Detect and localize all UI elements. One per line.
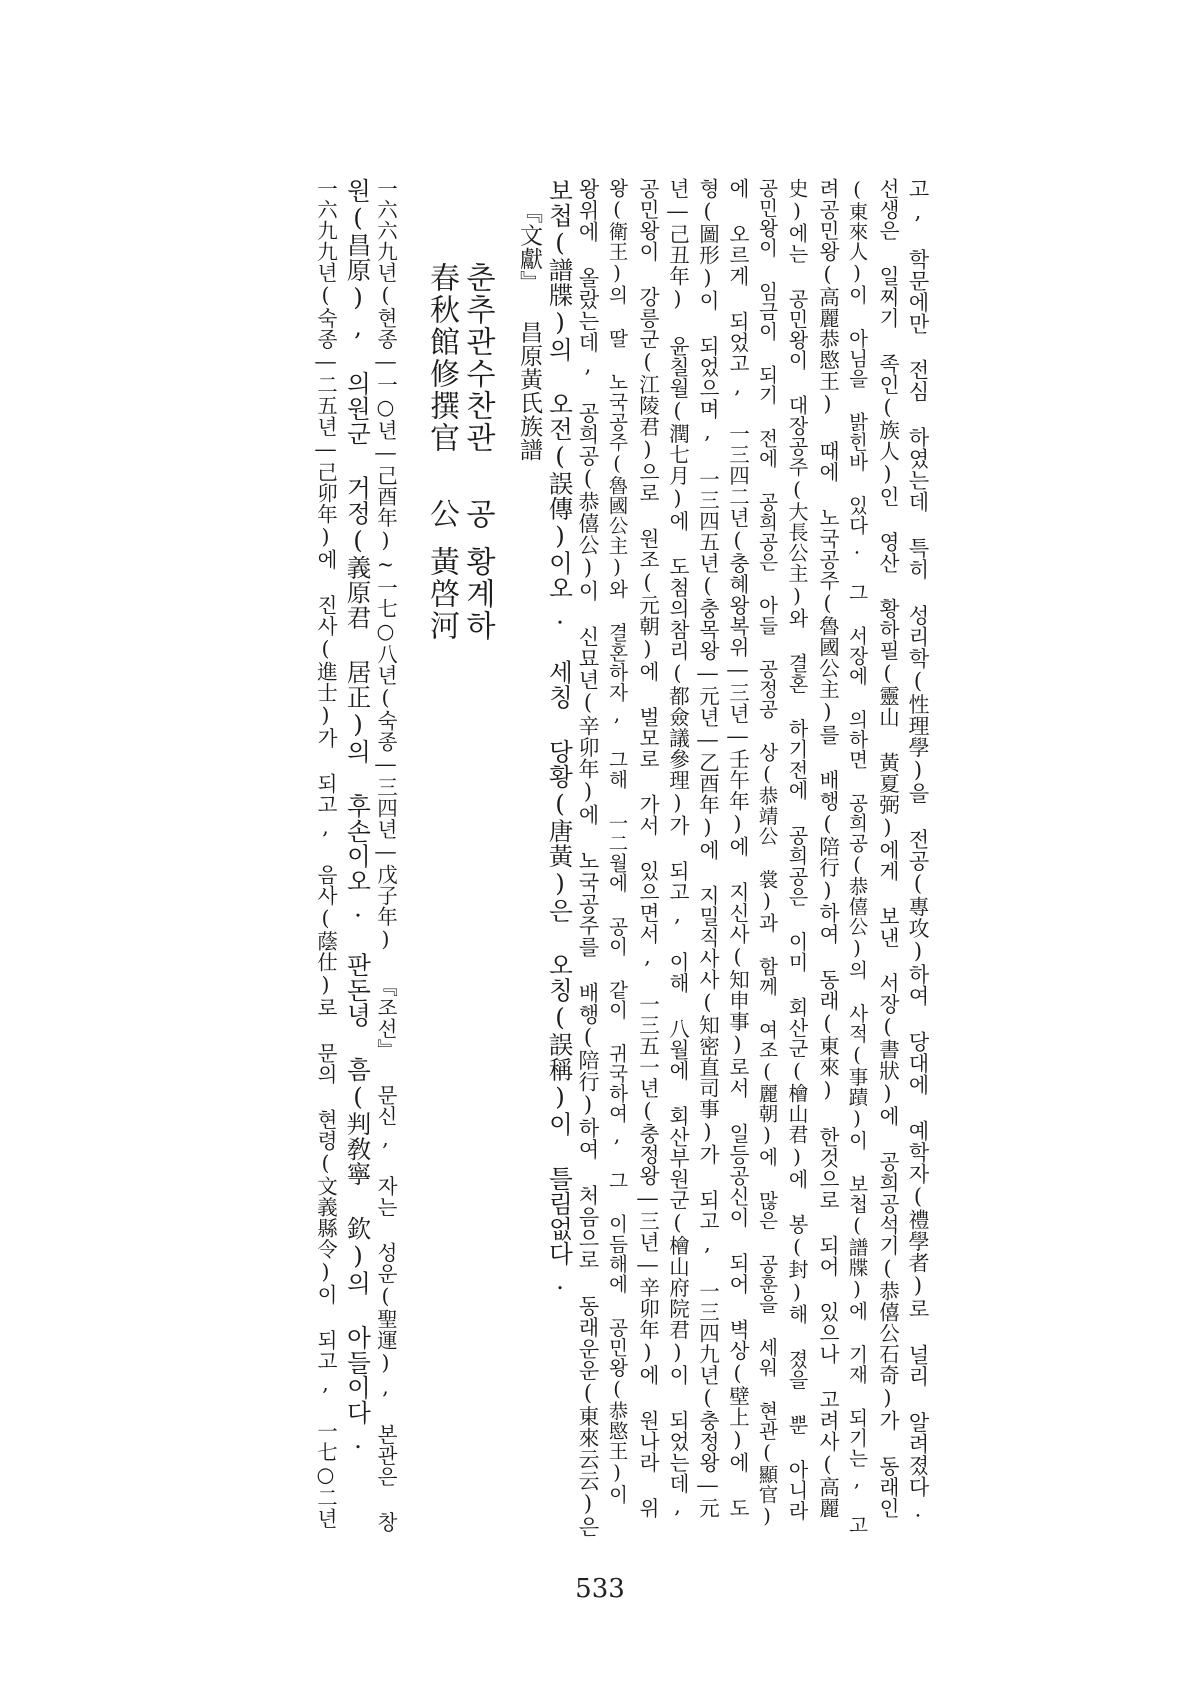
source-citation: 『文獻』 昌原黃氏族譜	[516, 200, 542, 462]
continuation-line-12: 왕위에 올랐는데, 공희공(恭僖公)이 신묘년(辛卯年)에 노국공주를 배행(陪行)하여 처음으로 동래운운(東來云云)은	[576, 178, 600, 1538]
continuation-line-2: 선생은 일찌기 족인(族人)인 영산 황하필(靈山 黃夏弼)에게 보낸 서장(書狀)에 공희공석기(恭僖公石奇)가 동래인	[875, 178, 900, 1519]
continuation-line-8: 형(圖形)이 되었으며, 一三四五년(충목왕―元년―乙酉年)에 지밀직사사(知密直司事)가 되고, 一三四九년(충정왕―元	[695, 178, 720, 1519]
name-hangul: 황계하	[460, 546, 495, 642]
name-hanja: 黃啓河	[424, 546, 459, 642]
title-hangul: 춘추관수찬관	[460, 262, 495, 454]
honorific-hanja: 公	[424, 498, 459, 530]
continuation-line-11: 왕(衛王)의 딸 노국공주(魯國公主)와 결혼하자, 그해 一二월에 공이 같이 귀국하여, 그 이듬해에 공민왕(恭愍王)이	[605, 178, 629, 1505]
biography-line-3: 一六九九년(숙종―二五년―己卯年)에 진사(進士)가 되고, 음사(蔭仕)로 문의 현령(文義縣令)이 되고, 一七○二년	[313, 178, 338, 1529]
page-number: 533	[575, 1574, 625, 1604]
continuation-line-4: 려공민왕(高麗恭愍王) 때에 노국공주(魯國公主)를 배행(陪行)하여 동래(東來) 한것으로 되어 있으나 고려사(高麗	[815, 178, 840, 1519]
continuation-line-13: 보첩(譜牒)의 오전(誤傳)이오. 세칭 당황(唐黃)은 오칭(誤稱)이 틀림없다.	[545, 178, 575, 1296]
biography-line-1: 一六六九년(현종―一○년―己酉年)~一七○八년(숙종―三四년―戊子年) 『조선』 문신, 자는 성운(聖運), 본관은 창	[373, 178, 398, 1533]
continuation-line-9: 년―己丑年) 윤칠월(潤七月)에 도첨의참리(都僉議參理)가 되고, 이해 八월에 회산부원군(檜山府院君)이 되었는데,	[665, 178, 690, 1519]
continuation-line-5: 史)에는 공민왕이 대장공주(大長公主)와 결혼 하기전에 공희공은 이미 회산군(檜山君)에 봉(封)해 졌을 뿐 아니라	[785, 178, 809, 1521]
honorific-hangul: 공	[460, 498, 495, 530]
biography-line-2: 원(昌原), 의원군 거정(義原君 居正)의 후손이오. 판돈녕 흠(判敎寧 欽)의 아들이다.	[343, 178, 373, 1455]
continuation-line-6: 공민왕이 임금이 되기 전에 공희공은 아들 공정공 상(恭靖公 裳)과 함께 여조(麗朝)에 많은 공훈을 세워 현관(顯官)	[755, 178, 779, 1528]
continuation-line-1: 고, 학문에만 전심 하였는데 특히 성리학(性理學)을 전공(專攻)하여 당대에 예학자(禮學者)로 널리 알려졌다.	[906, 178, 930, 1522]
continuation-line-7: 에 오르게 되었고, 一三四二년(충혜왕복위―三년―壬午年)에 지신사(知申事)로서 일등공신이 되어 벽상(壁上)에 도	[725, 178, 750, 1519]
continuation-line-3: (東來人)이 아님을 밝힌바 있다. 그 서장에 의하면 공희공(恭僖公)의 사적(事蹟)이 보첩(譜牒)에 기재 되기는, 고	[845, 178, 869, 1535]
title-hanja: 春秋館修撰官	[424, 262, 459, 454]
continuation-line-10: 공민왕이 강릉군(江陵君)으로 원조(元朝)에 벌모로 가서 있으면서, 一三五一년(충정왕―三년―辛卯年)에 원나라 위	[635, 178, 660, 1519]
